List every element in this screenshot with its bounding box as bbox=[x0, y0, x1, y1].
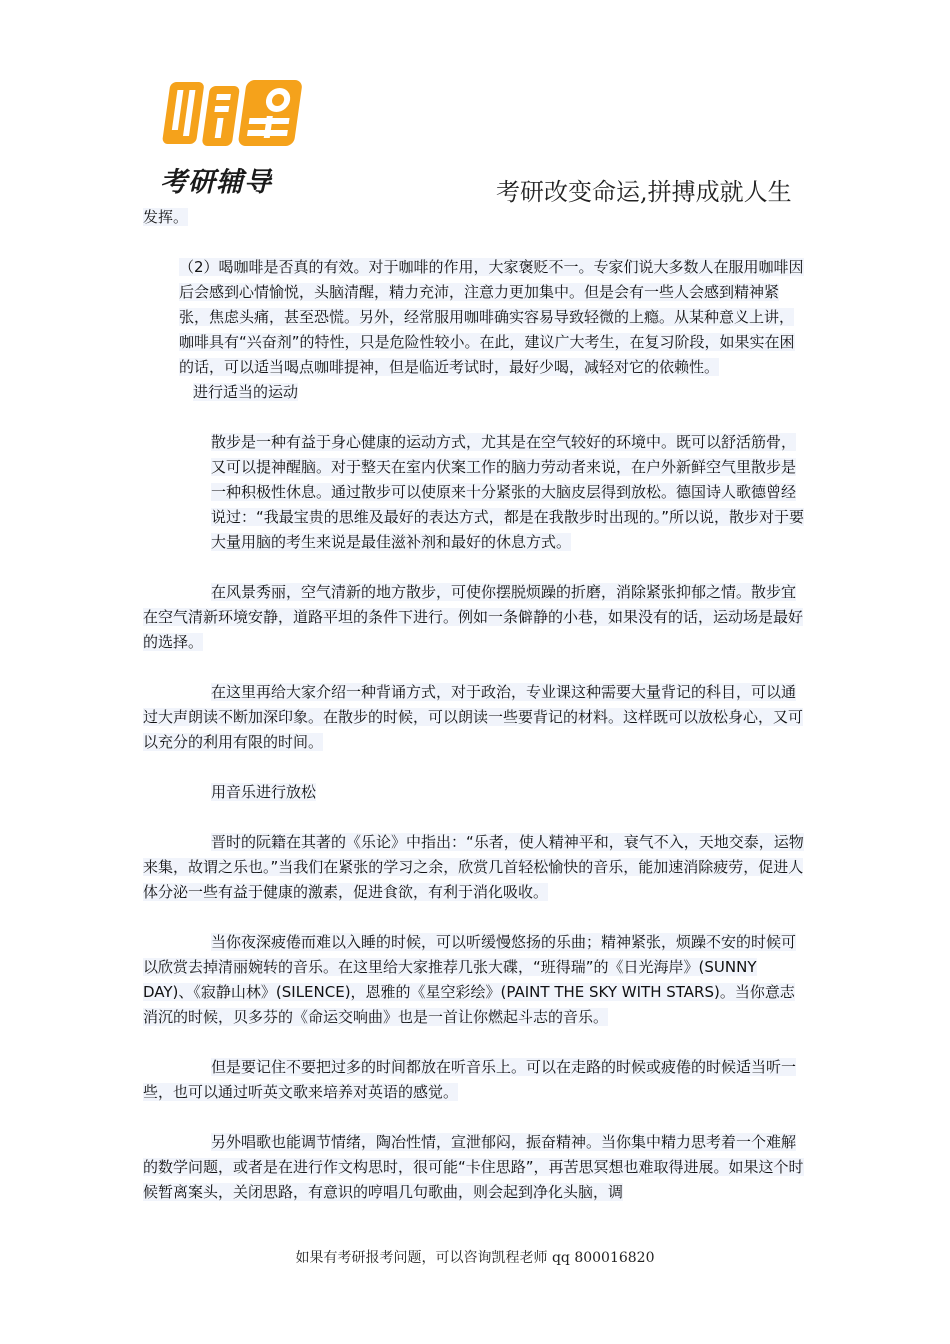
logo-subtitle: 考研辅导 bbox=[160, 167, 272, 198]
paragraph bbox=[143, 430, 808, 555]
kaicheng-logo-mark bbox=[150, 72, 310, 162]
paragraph bbox=[143, 205, 808, 230]
paragraph-text: 在风景秀丽，空气清新的地方散步，可使你摆脱烦躁的折磨，消除紧张抑郁之情。散步宜在空气清新环境安静，道路平坦的条件下进行。例如一条僻静的小巷，如果没有的话，运动场是最好的选择。 bbox=[143, 583, 804, 651]
paragraph-text: 另外唱歌也能调节情绪，陶冶性情，宣泄郁闷，振奋精神。当你集中精力思考着一个难解的数学问题，或者是在进行作文构思时，很可能“卡住思路”，再苦思冥想也难取得进展。如果这个时候暂离案头，关闭思路，有意识的哼唱几句歌曲，则会起到净化头脑，调 bbox=[143, 1133, 804, 1201]
paragraph-text: （2）喝咖啡是否真的有效。对于咖啡的作用，大家褒贬不一。专家们说大多数人在服用咖啡因后会感到心情愉悦，头脑清醒，精力充沛，注意力更加集中。但是会有一些人会感到精神紧张，焦虑头痛，甚至恐慌。另外，经常服用咖啡确实容易导致轻微的上瘾。从某种意义上讲，咖啡具有“兴奋剂”的特性，只是危险性较小。在此，建议广大考生，在复习阶段，如果实在困的话，可以适当喝点咖啡提神，但是临近考试时，最好少喝，减轻对它的依赖性。 bbox=[179, 258, 804, 376]
paragraph bbox=[143, 580, 808, 655]
paragraph bbox=[143, 255, 808, 380]
section-heading-text: 用音乐进行放松 bbox=[211, 783, 317, 801]
paragraph-text: 发挥。 bbox=[143, 208, 189, 226]
paragraph bbox=[143, 830, 808, 905]
paragraph-text: 在这里再给大家介绍一种背诵方式，对于政治，专业课这种需要大量背记的科目，可以通过大声朗读不断加深印象。在散步的时候，可以朗读一些要背记的材料。这样既可以放松身心，又可以充分的利用有限的时间。 bbox=[143, 683, 804, 751]
page-footer: 如果有考研报考问题，可以咨询凯程老师 qq 800016820 bbox=[295, 1250, 655, 1266]
paragraph-text: 当你夜深疲倦而难以入睡的时候，可以听缓慢悠扬的乐曲；精神紧张，烦躁不安的时候可以欣赏去掉清丽婉转的音乐。在这里给大家推荐几张大碟，“班得瑞”的《日光海岸》(SUNNY DAY)、《寂静山林》(SILENCE)，恩雅的《星空彩绘》(PAINT THE SKY WITH STARS)。当你意志消沉的时候，贝多芬的《命运交响曲》也是一首让你燃起斗志的音乐。 bbox=[143, 933, 797, 1026]
section-heading-text: 进行适当的运动 bbox=[193, 383, 299, 401]
paragraph bbox=[143, 1130, 808, 1205]
section-heading bbox=[143, 780, 808, 805]
paragraph bbox=[143, 680, 808, 755]
paragraph-text: 晋时的阮籍在其著的《乐论》中指出：“乐者，使人精神平和，衰气不入，天地交泰，运物来集，故谓之乐也。”当我们在紧张的学习之余，欣赏几首轻松愉快的音乐，能加速消除疲劳，促进人体分泌一些有益于健康的激素，促进食欲，有利于消化吸收。 bbox=[143, 833, 804, 901]
paragraph bbox=[143, 1055, 808, 1105]
paragraph bbox=[143, 930, 808, 1030]
paragraph-text: 散步是一种有益于身心健康的运动方式，尤其是在空气较好的环境中。既可以舒活筋骨，又可以提神醒脑。对于整天在室内伏案工作的脑力劳动者来说，在户外新鲜空气里散步是一种积极性休息。通过散步可以使原来十分紧张的大脑皮层得到放松。德国诗人歌德曾经说过：“我最宝贵的思维及最好的表达方式，都是在我散步时出现的。”所以说，散步对于要大量用脑的考生来说是最佳滋补剂和最好的休息方式。 bbox=[211, 433, 805, 551]
header-slogan: 考研改变命运,拼搏成就人生 bbox=[496, 178, 792, 206]
paragraph-text: 但是要记住不要把过多的时间都放在听音乐上。可以在走路的时候或疲倦的时候适当听一些，也可以通过听英文歌来培养对英语的感觉。 bbox=[143, 1058, 797, 1101]
article-body bbox=[143, 205, 808, 1205]
section-heading bbox=[143, 380, 808, 405]
